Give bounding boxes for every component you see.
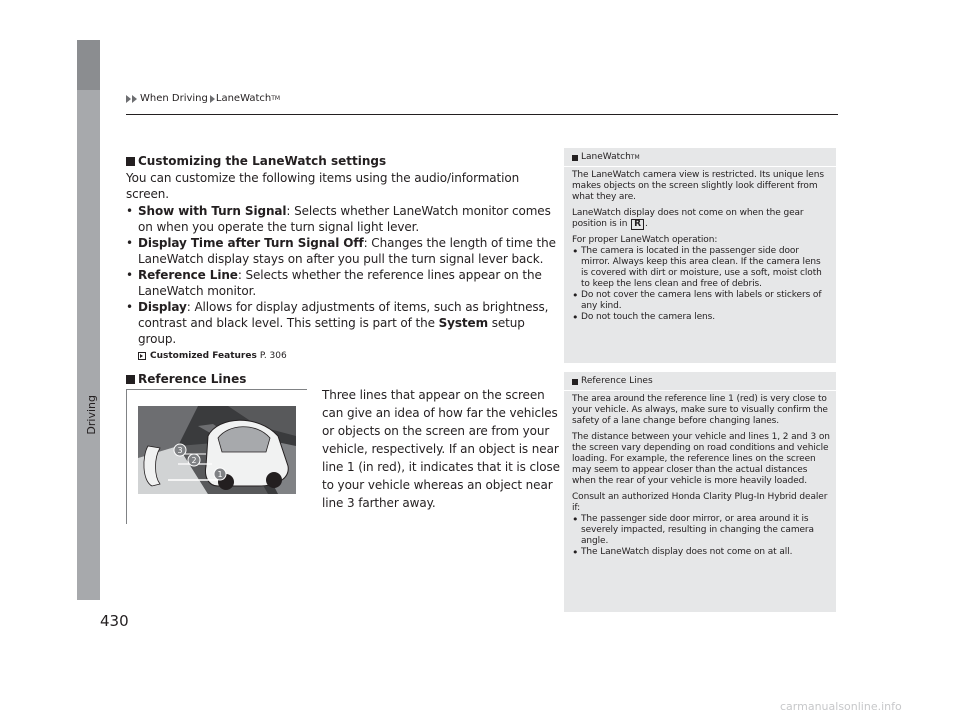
note-box-lanewatch [564,148,836,363]
side-tab [77,40,100,600]
note-title: LaneWatch TM [572,152,830,163]
figure-label-2: 2 [191,456,197,465]
breadcrumb [126,93,280,104]
figure-top-rule [126,389,307,390]
side-label: Driving [85,395,98,435]
note-paragraph: LaneWatch display does not come on when the gear position is in R . [572,208,804,229]
list-item: • Display: Allows for display adjustments of items, such as brightness, contrast and black level. This setting is part of the System setup group. [126,299,562,347]
list-item: • Do not touch the camera lens. [572,312,830,323]
list-item: • The passenger side door mirror, or area around it is severely impacted, resulting in changing the camera angle. [572,514,830,547]
note-list [572,246,830,323]
list-item: • The camera is located in the passenger side door mirror. Always keep this area clean. If the camera lens is covered with dirt or moisture, use a soft, moist cloth to keep the lens clean and free of debris. [572,246,830,290]
reference-lines-text: Three lines that appear on the screen can give an idea of how far the vehicles or objects on the screen are from your vehicle, respectively. If an object is near line 1 (in red), it indicates that it is close to your vehicle whereas an object near line 3 farther away. [322,388,560,510]
note-paragraph: The LaneWatch camera view is restricted. Its unique lens makes objects on the screen slightly look different from what they are. [572,170,824,202]
note-marker-icon [572,379,578,385]
section-heading: Customizing the LaneWatch settings [126,154,562,168]
breadcrumb-arrow-icon [210,95,215,103]
note-paragraph: The distance between your vehicle and lines 1, 2 and 3 on the screen vary depending on road conditions and vehicle loading. For example, the reference lines on the screen may seem to appear closer than the actual distances when the rear of your vehicle is more heavily loaded. [572,432,830,486]
settings-list [126,203,562,347]
list-item: • Reference Line: Selects whether the reference lines appear on the LaneWatch monitor. [126,267,562,299]
page-number: 430 [100,612,129,630]
header-rule [126,114,838,115]
watermark: carmanualsonline.info [780,700,902,713]
side-tab-marker [77,40,100,90]
breadcrumb-item: LaneWatch [215,93,272,104]
figure-label-1: 1 [217,470,223,479]
reference-arrow-icon [138,352,146,360]
lanewatch-camera-view-illustration [138,406,296,494]
breadcrumb-arrow-icon [132,95,137,103]
note-list [572,514,830,558]
note-box-reference-lines [564,372,836,612]
note-paragraph: The area around the reference line 1 (red) is very close to your vehicle. As always, make sure to visually confirm the safety of a lane change before changing lanes. [572,394,828,426]
figure-label-3: 3 [177,446,183,455]
note-paragraph: For proper LaneWatch operation: [572,235,718,245]
breadcrumb-item: When Driving [140,93,208,104]
breadcrumb-arrow-icon [126,95,131,103]
note-marker-icon [572,155,578,161]
section-intro: You can customize the following items using the audio/information screen. [126,171,520,201]
note-paragraph: Consult an authorized Honda Clarity Plug-In Hybrid dealer if: [572,492,828,513]
list-item: • Do not cover the camera lens with labels or stickers of any kind. [572,290,830,312]
square-bullet-icon [126,375,135,384]
list-item: • Display Time after Turn Signal Off: Changes the length of time the LaneWatch display stays on after you pull the turn signal lever back. [126,235,562,267]
trademark: TM [271,95,281,102]
cross-reference-link[interactable]: Customized Features P. 306 [138,351,562,361]
customizing-section [126,154,562,361]
section-heading: Reference Lines [126,372,246,386]
list-item: • The LaneWatch display does not come on at all. [572,547,830,558]
note-title: Reference Lines [572,376,830,387]
square-bullet-icon [126,157,135,166]
list-item: • Show with Turn Signal: Selects whether LaneWatch monitor comes on when you operate the turn signal light lever. [126,203,562,235]
gear-r-badge: R [631,219,644,230]
